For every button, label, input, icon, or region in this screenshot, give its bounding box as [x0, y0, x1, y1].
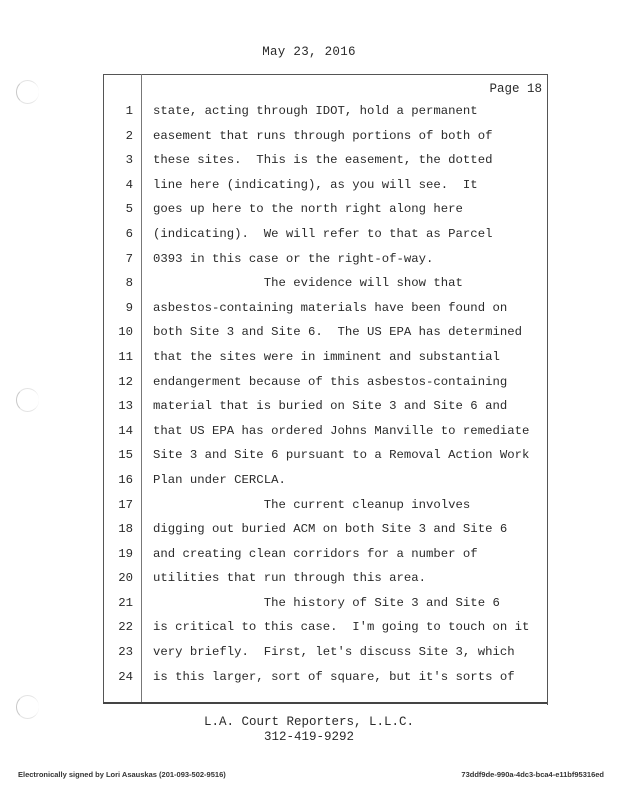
line-number: 10 — [118, 325, 133, 340]
line-number: 19 — [118, 546, 133, 561]
line-text: is critical to this case. I'm going to touch on it — [153, 620, 530, 635]
line-number: 24 — [118, 669, 133, 684]
line-number: 8 — [125, 276, 133, 291]
page-number: Page 18 — [489, 82, 542, 96]
line-number: 2 — [125, 128, 133, 143]
line-text: The history of Site 3 and Site 6 — [153, 595, 500, 610]
line-text: these sites. This is the easement, the dotted — [153, 153, 493, 168]
line-number: 3 — [125, 153, 133, 168]
line-number: 4 — [125, 177, 133, 192]
line-number: 1 — [125, 104, 133, 118]
punch-hole-top — [16, 80, 39, 104]
line-number: 18 — [118, 522, 133, 537]
line-number: 16 — [118, 472, 133, 487]
line-number: 6 — [125, 226, 133, 241]
transcript-line — [103, 494, 547, 519]
line-text: (indicating). We will refer to that as Parcel — [153, 226, 493, 241]
line-text: Site 3 and Site 6 pursuant to a Removal Action Work — [153, 448, 530, 463]
transcript-line — [103, 543, 547, 568]
line-number: 9 — [125, 300, 133, 315]
transcript-line — [103, 272, 547, 297]
transcript-line — [103, 100, 547, 125]
line-number: 17 — [118, 497, 133, 512]
line-number: 14 — [118, 423, 133, 438]
transcript-line — [103, 592, 547, 617]
transcript-line — [103, 666, 547, 691]
line-text: endangerment because of this asbestos-containing — [153, 374, 508, 389]
line-text: 0393 in this case or the right-of-way. — [153, 251, 434, 266]
line-text: is this larger, sort of square, but it's sorts of — [153, 669, 515, 684]
transcript-line — [103, 444, 547, 469]
line-number: 5 — [125, 202, 133, 217]
line-text: easement that runs through portions of both of — [153, 128, 493, 143]
line-text: very briefly. First, let's discuss Site 3, which — [153, 645, 515, 660]
line-text: digging out buried ACM on both Site 3 and Site 6 — [153, 522, 508, 537]
line-text: and creating clean corridors for a number of — [153, 546, 478, 561]
transcript-line — [103, 395, 547, 420]
line-text: utilities that run through this area. — [153, 571, 427, 586]
frame-bottom-border — [103, 702, 547, 704]
line-number: 7 — [125, 251, 133, 266]
line-number: 20 — [118, 571, 133, 586]
transcript-line — [103, 616, 547, 641]
line-text: The evidence will show that — [153, 276, 463, 291]
transcript-line — [103, 223, 547, 248]
transcript-line — [103, 420, 547, 445]
transcript-line — [103, 149, 547, 174]
transcript-line — [103, 567, 547, 592]
line-text: that US EPA has ordered Johns Manville to remediate — [153, 423, 530, 438]
transcript-line — [103, 518, 547, 543]
line-text: Plan under CERCLA. — [153, 472, 286, 487]
transcript-line — [103, 297, 547, 322]
line-text: goes up here to the north right along here — [153, 202, 463, 217]
line-text: state, acting through IDOT, hold a permanent — [153, 104, 478, 118]
document-id: 73ddf9de-990a-4dc3-bca4-e11bf95316ed — [461, 770, 604, 779]
transcript-line — [103, 321, 547, 346]
line-number: 12 — [118, 374, 133, 389]
line-number: 11 — [118, 349, 133, 364]
line-text: The current cleanup involves — [153, 497, 471, 512]
line-number: 22 — [118, 620, 133, 635]
e-signature-text: Electronically signed by Lori Asauskas (201-093-502-9516) — [18, 770, 226, 779]
line-text: asbestos-containing materials have been found on — [153, 300, 508, 315]
line-text: line here (indicating), as you will see. It — [153, 177, 478, 192]
transcript-line — [103, 641, 547, 666]
line-number: 15 — [118, 448, 133, 463]
punch-hole-middle — [16, 388, 39, 412]
transcript-line — [103, 198, 547, 223]
line-number: 23 — [118, 645, 133, 660]
line-text: both Site 3 and Site 6. The US EPA has determined — [153, 325, 522, 340]
transcript-line — [103, 346, 547, 371]
footer-company: L.A. Court Reporters, L.L.C. — [203, 715, 415, 729]
line-number: 13 — [118, 399, 133, 414]
footer-phone: 312-419-9292 — [263, 730, 354, 744]
line-number: 21 — [118, 595, 133, 610]
transcript-line — [103, 248, 547, 273]
transcript-lines — [103, 100, 547, 690]
transcript-line — [103, 469, 547, 494]
line-text: material that is buried on Site 3 and Site 6 and — [153, 399, 508, 414]
header-date: May 23, 2016 — [262, 45, 356, 59]
transcript-line — [103, 371, 547, 396]
transcript-line — [103, 174, 547, 199]
line-text: that the sites were in imminent and substantial — [153, 349, 500, 364]
transcript-line — [103, 125, 547, 150]
